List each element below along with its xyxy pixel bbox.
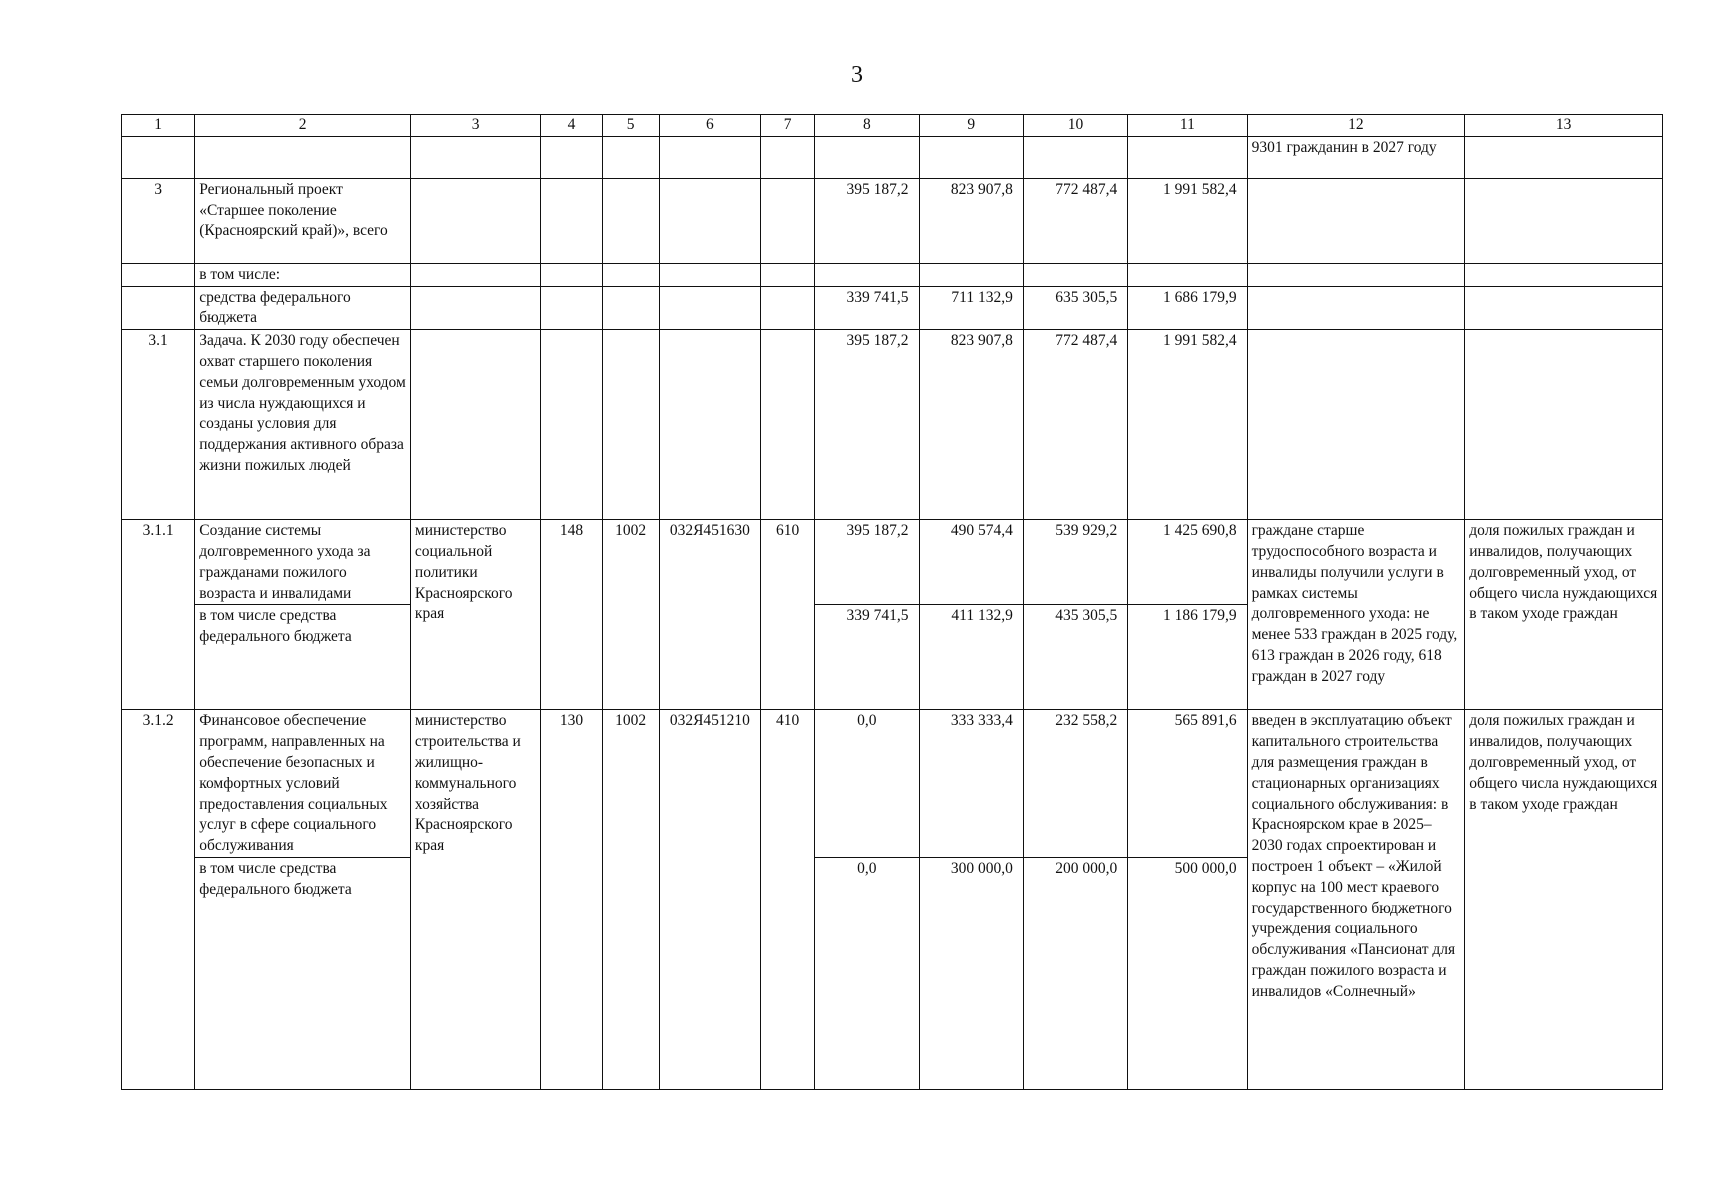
item-name: Создание системы долговременного ухода за гражданами пожилого возраста и инвалидами — [195, 520, 411, 605]
table-row — [122, 330, 1663, 520]
value-cell: 1 991 582,4 — [1128, 330, 1247, 520]
table-row — [122, 178, 1663, 263]
value-cell: 411 132,9 — [919, 605, 1023, 710]
value-cell: 435 305,5 — [1023, 605, 1127, 710]
col-header: 12 — [1247, 115, 1465, 137]
value-cell: 565 891,6 — [1128, 710, 1247, 858]
col-header: 5 — [602, 115, 659, 137]
col-header: 6 — [659, 115, 760, 137]
col-header: 1 — [122, 115, 195, 137]
value-cell: 339 741,5 — [815, 286, 919, 330]
value-cell: 300 000,0 — [919, 858, 1023, 1090]
code-cell: 1002 — [602, 520, 659, 710]
value-cell: 772 487,4 — [1023, 178, 1127, 263]
value-cell: 490 574,4 — [919, 520, 1023, 605]
col-header: 7 — [761, 115, 815, 137]
value-cell: 635 305,5 — [1023, 286, 1127, 330]
table-row — [122, 136, 1663, 178]
result-cell: граждане старше трудоспособного возраста и инвалиды получили услуги в рамках системы долговременного ухода: не менее 533 граждан в 2025 году, 613 граждан в 2026 году, 618 граждан в 2027 году — [1247, 520, 1465, 710]
value-cell: 200 000,0 — [1023, 858, 1127, 1090]
program-table — [121, 114, 1663, 1090]
col-header: 2 — [195, 115, 411, 137]
col-header: 9 — [919, 115, 1023, 137]
code-cell: 1002 — [602, 710, 659, 1090]
value-cell: 0,0 — [815, 858, 919, 1090]
value-cell: 333 333,4 — [919, 710, 1023, 858]
result-cell: введен в эксплуатацию объект капитального строительства для размещения граждан в стационарных организациях социального обслуживания: в Красноярском крае в 2025–2030 годах спроектирован и построен 1 объект – «Жилой корпус на 100 мест краевого государственного бюджетного учреждения социального обслуживания «Пансионат для граждан пожилого возраста и инвалидов «Солнечный» — [1247, 710, 1465, 1090]
table-row — [122, 286, 1663, 330]
col-header: 4 — [541, 115, 602, 137]
table-row — [122, 710, 1663, 858]
code-cell: 032Я451210 — [659, 710, 760, 1090]
item-name: Финансовое обеспечение программ, направленных на обеспечение безопасных и комфортных условий предоставления социальных услуг в сфере социального обслуживания — [195, 710, 411, 858]
value-cell: 1 686 179,9 — [1128, 286, 1247, 330]
code-cell: 610 — [761, 520, 815, 710]
row-number: 3.1.1 — [122, 520, 195, 710]
value-cell: 772 487,4 — [1023, 330, 1127, 520]
value-cell: 1 186 179,9 — [1128, 605, 1247, 710]
table-row — [122, 263, 1663, 286]
row-number: 3 — [122, 178, 195, 263]
row-number: 3.1 — [122, 330, 195, 520]
code-cell: 410 — [761, 710, 815, 1090]
executor-cell: министерство социальной политики Красноярского края — [410, 520, 540, 710]
col-header: 8 — [815, 115, 919, 137]
header-row — [122, 115, 1663, 137]
value-cell: 1 425 690,8 — [1128, 520, 1247, 605]
value-cell: 395 187,2 — [815, 520, 919, 605]
value-cell: 823 907,8 — [919, 178, 1023, 263]
code-cell: 032Я451630 — [659, 520, 760, 710]
col-header: 10 — [1023, 115, 1127, 137]
value-cell: 500 000,0 — [1128, 858, 1247, 1090]
item-name: в том числе: — [195, 263, 411, 286]
table-row — [122, 520, 1663, 605]
row-number: 3.1.2 — [122, 710, 195, 1090]
value-cell: 823 907,8 — [919, 330, 1023, 520]
executor-cell: министерство строительства и жилищно-коммунального хозяйства Красноярского края — [410, 710, 540, 1090]
value-cell: 395 187,2 — [815, 178, 919, 263]
item-name: в том числе средства федерального бюджета — [195, 858, 411, 1090]
code-cell: 130 — [541, 710, 602, 1090]
value-cell: 232 558,2 — [1023, 710, 1127, 858]
col-header: 13 — [1465, 115, 1663, 137]
code-cell: 148 — [541, 520, 602, 710]
value-cell: 339 741,5 — [815, 605, 919, 710]
value-cell: 0,0 — [815, 710, 919, 858]
indicator-cell: доля пожилых граждан и инвалидов, получающих долговременный уход, от общего числа нуждающихся в таком уходе граждан — [1465, 710, 1663, 1090]
item-name: Региональный проект «Старшее поколение (Красноярский край)», всего — [195, 178, 411, 263]
value-cell: 395 187,2 — [815, 330, 919, 520]
item-name: Задача. К 2030 году обеспечен охват старшего поколения семьи долговременным уходом из числа нуждающихся и созданы условия для поддержания активного образа жизни пожилых людей — [195, 330, 411, 520]
value-cell: 711 132,9 — [919, 286, 1023, 330]
page-number: 3 — [851, 62, 863, 88]
value-cell: 539 929,2 — [1023, 520, 1127, 605]
result-cell: 9301 гражданин в 2027 году — [1247, 136, 1465, 178]
indicator-cell: доля пожилых граждан и инвалидов, получающих долговременный уход, от общего числа нуждающихся в таком уходе граждан — [1465, 520, 1663, 710]
value-cell: 1 991 582,4 — [1128, 178, 1247, 263]
item-name: средства федерального бюджета — [195, 286, 411, 330]
item-name: в том числе средства федерального бюджета — [195, 605, 411, 710]
col-header: 3 — [410, 115, 540, 137]
col-header: 11 — [1128, 115, 1247, 137]
